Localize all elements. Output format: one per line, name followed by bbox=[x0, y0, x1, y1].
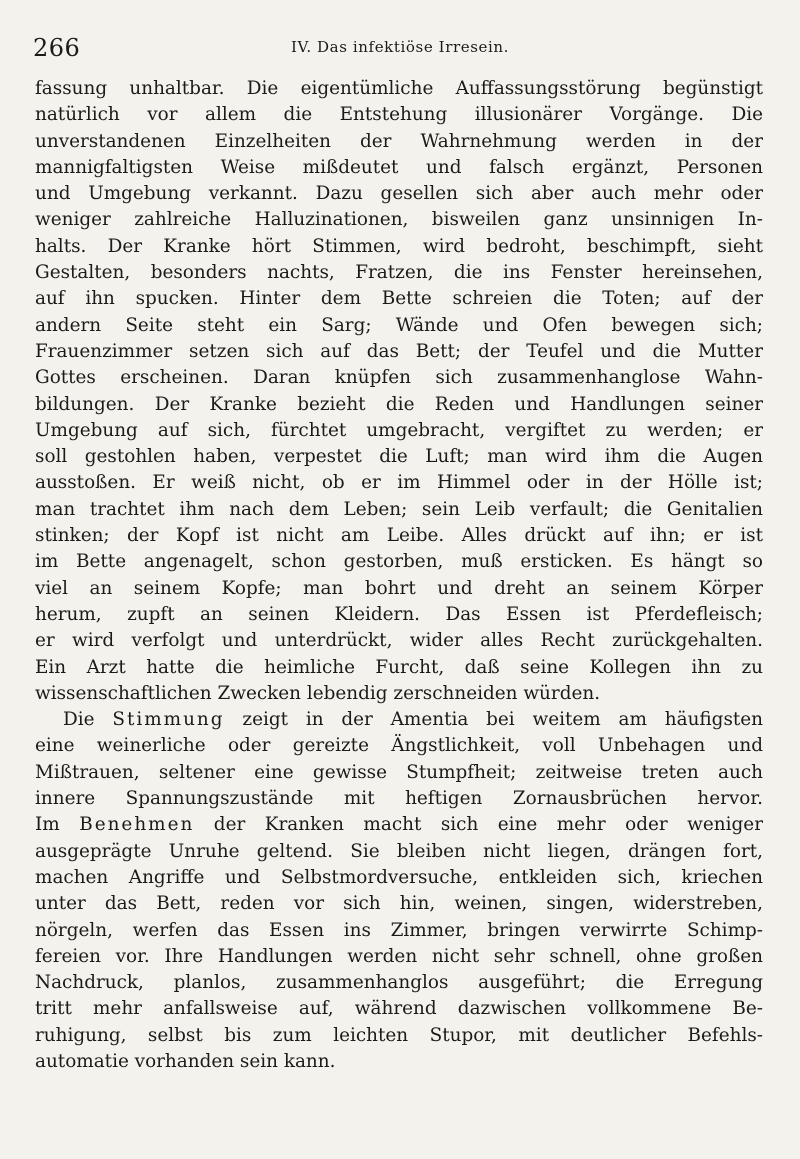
text-line: soll gestohlen haben, verpestet die Luft; man wird ihm die Augen bbox=[35, 446, 763, 468]
text-line: Mißtrauen, seltener eine gewisse Stumpfheit; zeitweise treten auch bbox=[35, 761, 763, 783]
text-line: andern Seite steht ein Sarg; Wände und Ofen bewegen sich; bbox=[35, 314, 763, 336]
text-fragment: der Kranken macht sich eine mehr oder weniger bbox=[194, 814, 763, 836]
body-text bbox=[35, 76, 763, 1075]
text-line: automatie vorhanden sein kann. bbox=[35, 1050, 336, 1072]
text-line: Gottes erscheinen. Daran knüpfen sich zusammenhanglose Wahn- bbox=[35, 367, 763, 389]
running-head: IV. Das infektiöse Irresein. bbox=[290, 38, 510, 56]
text-fragment: zeigt in der Amentia bei weitem am häufigsten bbox=[224, 709, 763, 731]
text-line bbox=[35, 812, 763, 838]
text-line: stinken; der Kopf ist nicht am Leibe. Alles drückt auf ihn; er ist bbox=[35, 525, 763, 547]
text-line: wissenschaftlichen Zwecken lebendig zerschneiden würden. bbox=[35, 682, 601, 704]
text-line: unter das Bett, reden vor sich hin, weinen, singen, widerstreben, bbox=[35, 893, 763, 915]
page-number: 266 bbox=[33, 34, 81, 62]
text-line: Nachdruck, planlos, zusammenhanglos ausgeführt; die Erregung bbox=[35, 972, 763, 994]
text-line: fereien vor. Ihre Handlungen werden nicht sehr schnell, ohne großen bbox=[35, 945, 763, 967]
text-line: bildungen. Der Kranke bezieht die Reden und Handlungen seiner bbox=[35, 393, 763, 415]
text-fragment: Im bbox=[35, 814, 80, 836]
text-line: herum, zupft an seinen Kleidern. Das Essen ist Pferdefleisch; bbox=[35, 603, 763, 625]
paragraph-stimmung bbox=[35, 707, 763, 1075]
text-line: machen Angriffe und Selbstmordversuche, entkleiden sich, kriechen bbox=[35, 866, 763, 888]
text-line: weniger zahlreiche Halluzinationen, bisweilen ganz unsinnigen In- bbox=[35, 209, 763, 231]
text-fragment: Die bbox=[63, 709, 113, 731]
text-line: nörgeln, werfen das Essen ins Zimmer, bringen verwirrte Schimp- bbox=[35, 919, 763, 941]
text-line: eine weinerliche oder gereizte Ängstlichkeit, voll Unbehagen und bbox=[35, 735, 763, 757]
text-line: ruhigung, selbst bis zum leichten Stupor, mit deutlicher Befehls- bbox=[35, 1024, 763, 1046]
text-line: im Bette angenagelt, schon gestorben, muß ersticken. Es hängt so bbox=[35, 551, 763, 573]
text-line: halts. Der Kranke hört Stimmen, wird bedroht, beschimpft, sieht bbox=[35, 235, 763, 257]
text-line: tritt mehr anfallsweise auf, während dazwischen vollkommene Be- bbox=[35, 998, 763, 1020]
text-line: fassung unhaltbar. Die eigentümliche Auffassungsstörung begünstigt bbox=[35, 78, 763, 99]
text-line: viel an seinem Kopfe; man bohrt und dreht an seinem Körper bbox=[35, 577, 763, 599]
text-line: ausstoßen. Er weiß nicht, ob er im Himmel oder in der Hölle ist; bbox=[35, 472, 763, 494]
text-line: ausgeprägte Unruhe geltend. Sie bleiben nicht liegen, drängen fort, bbox=[35, 840, 763, 862]
paragraph-continued bbox=[35, 76, 763, 707]
text-line: Ein Arzt hatte die heimliche Furcht, daß seine Kollegen ihn zu bbox=[35, 656, 763, 678]
text-line: mannigfaltigsten Weise mißdeutet und falsch ergänzt, Personen bbox=[35, 156, 763, 178]
text-line: Gestalten, besonders nachts, Fratzen, die ins Fenster hereinsehen, bbox=[35, 262, 763, 284]
emphasized-term: Stimmung bbox=[112, 709, 225, 731]
text-line: man trachtet ihm nach dem Leben; sein Leib verfault; die Genitalien bbox=[35, 498, 763, 520]
text-line: natürlich vor allem die Entstehung illusionärer Vorgänge. Die bbox=[35, 104, 763, 126]
text-line: Umgebung auf sich, fürchtet umgebracht, vergiftet zu werden; er bbox=[35, 419, 763, 441]
text-line: auf ihn spucken. Hinter dem Bette schreien die Toten; auf der bbox=[35, 288, 763, 310]
emphasized-term: Benehmen bbox=[79, 814, 195, 836]
text-line: innere Spannungszustände mit heftigen Zornausbrüchen hervor. bbox=[35, 788, 763, 810]
text-line: und Umgebung verkannt. Dazu gesellen sich aber auch mehr oder bbox=[35, 183, 763, 205]
text-line: er wird verfolgt und unterdrückt, wider alles Recht zurückgehalten. bbox=[35, 630, 763, 652]
text-line: unverstandenen Einzelheiten der Wahrnehmung werden in der bbox=[35, 130, 763, 152]
text-line bbox=[35, 707, 763, 733]
text-line: Frauenzimmer setzen sich auf das Bett; der Teufel und die Mutter bbox=[35, 340, 763, 362]
